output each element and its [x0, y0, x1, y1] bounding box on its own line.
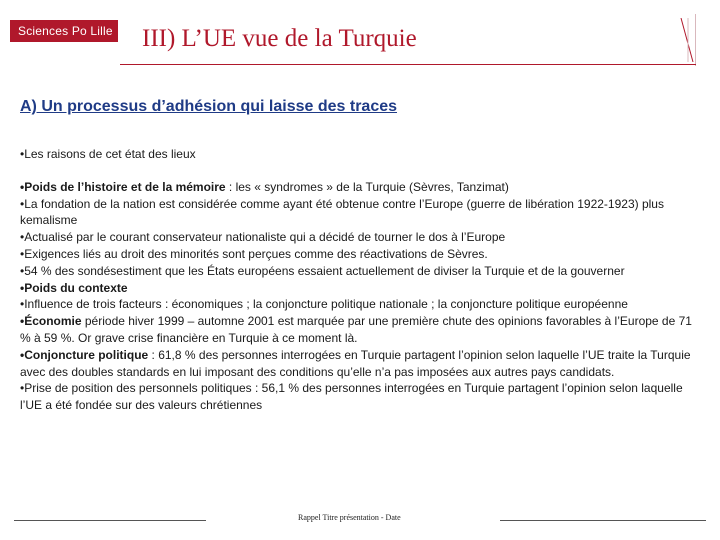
- title-divider: [120, 64, 696, 65]
- footer-divider-left: [14, 520, 206, 521]
- bullet-item: •La fondation de la nation est considérée comme ayant été obtenue contre l’Europe (guerre de libération 1922-1923) plus kemalisme: [20, 196, 664, 228]
- bullet-item: •Conjoncture politique : 61,8 % des personnes interrogées en Turquie partagent l’opinion selon laquelle l’UE traite la Turquie avec des doubles standards en lui imposant des conditions qu’elle n’a pas imposées aux autres pays candidats.: [20, 347, 691, 379]
- bullet-item: •Influence de trois facteurs : économiques ; la conjoncture politique nationale ; la conjoncture politique européenne: [20, 297, 628, 312]
- corner-mark-icon: [680, 18, 694, 62]
- logo-text: Sciences Po Lille: [18, 24, 113, 38]
- slide-title: III) L’UE vue de la Turquie: [142, 25, 417, 52]
- bullet-item: •Actualisé par le courant conservateur nationaliste qui a décidé de tourner le dos à l’Europe: [20, 230, 506, 245]
- footer-divider-right: [500, 520, 706, 521]
- bullet-item: •Les raisons de cet état des lieux: [20, 147, 196, 161]
- bullet-item: •54 % des sondésestiment que les États européens essaient actuellement de diviser la Turquie et de la gouverner: [20, 263, 625, 278]
- bullet-item: •Poids de l’histoire et de la mémoire : les « syndromes » de la Turquie (Sèvres, Tanzimat): [20, 179, 509, 194]
- bullet-item: •Poids du contexte: [20, 280, 128, 295]
- logo: [10, 20, 118, 42]
- footer-text: Rappel Titre présentation - Date: [298, 513, 401, 522]
- bullet-item: •Prise de position des personnels politiques : 56,1 % des personnes interrogées en Turquie partagent l’opinion selon laquelle l’UE a été fondée sur des valeurs chrétiennes: [20, 381, 683, 413]
- bullet-item: •Économie période hiver 1999 – automne 2001 est marquée par une première chute des opinions favorables à l’Europe de 71 % à 59 %. Or grave crise financière en Turquie à ce moment là.: [20, 314, 692, 345]
- bullet-item: •Exigences liés au droit des minorités sont perçues comme des réactivations de Sèvres.: [20, 246, 488, 261]
- bullet-list: [20, 146, 692, 414]
- section-subtitle: A) Un processus d’adhésion qui laisse des traces: [20, 98, 398, 115]
